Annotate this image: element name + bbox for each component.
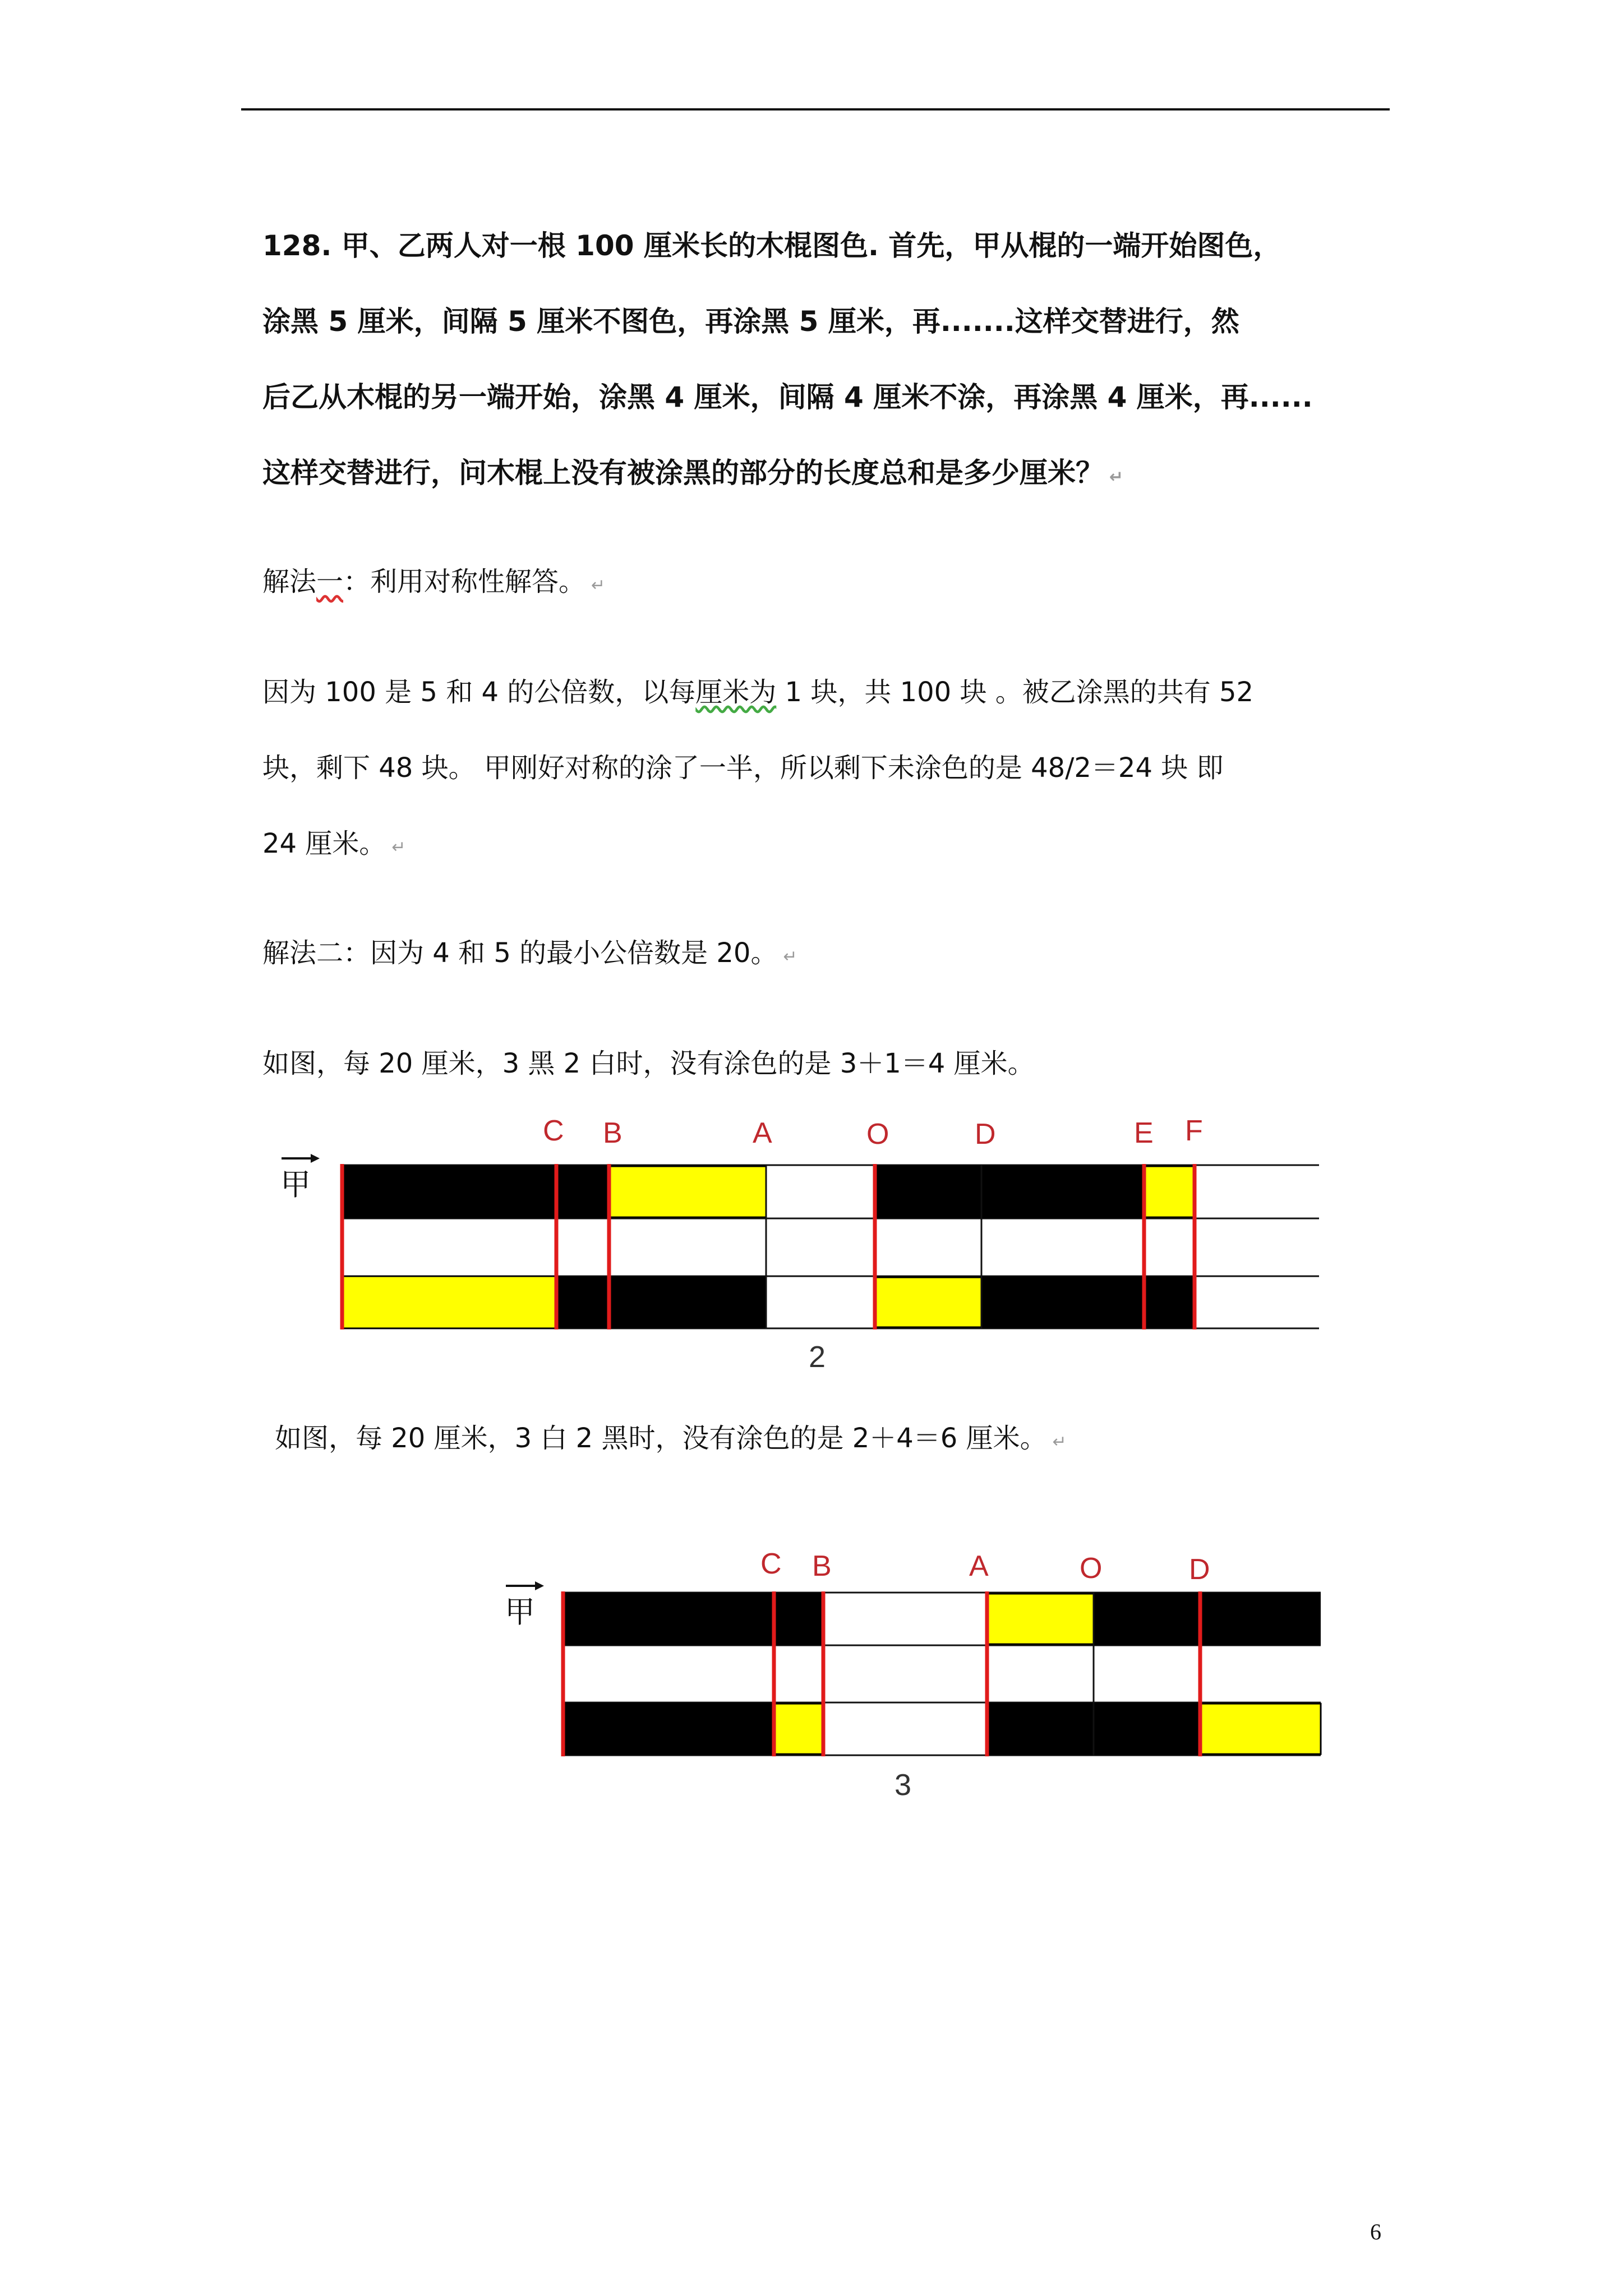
fig2-label-o: O xyxy=(1080,1552,1103,1585)
method2-case2 xyxy=(275,1416,1067,1455)
figure-2 xyxy=(494,1540,1329,1815)
header-rule xyxy=(241,108,1390,111)
paragraph-mark: ↵ xyxy=(783,947,797,967)
problem-line-3: 后乙从木棍的另一端开始，涂黑 4 厘米，间隔 4 厘米不涂，再涂黑 4 厘米，再...... xyxy=(262,381,1313,413)
figure-1-caption: 2 xyxy=(808,1340,826,1374)
method1-line-1b: 厘米为 xyxy=(695,677,777,708)
method1-line-1 xyxy=(262,670,1253,709)
method2-case1: 如图，每 20 厘米，3 黑 2 白时，没有涂色的是 3＋1＝4 厘米。 xyxy=(262,1048,1035,1079)
fig2-label-b: B xyxy=(812,1550,832,1582)
bar1-bottom-yellow-1 xyxy=(342,1276,556,1328)
fig1-label-o: O xyxy=(866,1118,889,1151)
bar1-top-yellow-1 xyxy=(609,1166,766,1217)
fig1-label-d: D xyxy=(975,1118,996,1151)
fig1-label-c: C xyxy=(543,1115,564,1147)
bar2-top-yellow-1 xyxy=(987,1594,1094,1644)
fig1-label-e: E xyxy=(1134,1117,1154,1149)
method1-line-3 xyxy=(262,822,405,861)
jia-arrow-1 xyxy=(282,1154,320,1163)
fig1-label-b: B xyxy=(603,1117,623,1149)
fig2-label-c: C xyxy=(760,1548,782,1580)
bar1-top-black-1 xyxy=(342,1165,556,1218)
method1-title xyxy=(262,560,605,599)
bar1-bottom-black-2 xyxy=(981,1276,1195,1328)
paragraph-mark: ↵ xyxy=(591,576,606,595)
figure-2-caption: 3 xyxy=(894,1768,912,1802)
problem-line-1: 128. 甲、乙两人对一根 100 厘米长的木棍图色. 首先，甲从棍的一端开始图色， xyxy=(262,229,1281,262)
method1-line-2: 块，剩下 48 块。 甲刚好对称的涂了一半，所以剩下未涂色的是 48/2＝24 块 即 xyxy=(262,752,1224,784)
method1-title-c: ：利用对称性解答。 xyxy=(343,566,586,597)
bar1-bottom-yellow-2 xyxy=(875,1277,981,1327)
figure-1 xyxy=(275,1108,1329,1377)
bar1-top-yellow-2 xyxy=(1144,1166,1195,1217)
fig2-label-a: A xyxy=(969,1550,989,1582)
fig1-label-f: F xyxy=(1185,1115,1203,1147)
bar1-top-black-3 xyxy=(875,1165,1144,1218)
method1-line-3-text: 24 厘米。 xyxy=(262,828,386,859)
bar2-bottom-yellow-2 xyxy=(1200,1704,1321,1754)
bar2-bottom-black-1 xyxy=(563,1703,774,1755)
bar2-bottom-yellow-1 xyxy=(774,1704,823,1754)
method1-title-b: 一 xyxy=(316,566,344,597)
fig1-label-a: A xyxy=(753,1117,772,1149)
method1-line-1c: 1 块，共 100 块 。被乙涂黑的共有 52 xyxy=(776,677,1254,708)
paragraph-mark: ↵ xyxy=(1109,467,1124,487)
bar1-bottom-black-1 xyxy=(556,1276,766,1328)
method1-line-1a: 因为 100 是 5 和 4 的公倍数，以每 xyxy=(262,677,696,708)
method1-title-a: 解法 xyxy=(262,566,317,597)
paragraph-mark: ↵ xyxy=(391,838,406,857)
bar2-top-black-2 xyxy=(1094,1593,1321,1645)
page-number: 6 xyxy=(1370,2219,1381,2244)
method2-case2-text: 如图，每 20 厘米，3 白 2 黑时，没有涂色的是 2＋4＝6 厘米。 xyxy=(275,1423,1047,1454)
bar1-top-black-2 xyxy=(556,1165,609,1218)
bar2-top-black-1 xyxy=(563,1593,823,1645)
problem-line-4-text: 这样交替进行，问木棍上没有被涂黑的部分的长度总和是多少厘米？ xyxy=(262,457,1104,489)
jia-label-2: 甲 xyxy=(505,1595,535,1629)
problem-line-4 xyxy=(262,450,1123,491)
jia-label-1: 甲 xyxy=(280,1168,311,1202)
paragraph-mark: ↵ xyxy=(1052,1432,1067,1452)
method2-title xyxy=(262,931,797,970)
method2-title-text: 解法二：因为 4 和 5 的最小公倍数是 20。 xyxy=(262,937,778,969)
fig2-label-d: D xyxy=(1189,1553,1210,1586)
jia-arrow-2 xyxy=(506,1581,544,1590)
problem-line-2: 涂黑 5 厘米，间隔 5 厘米不图色，再涂黑 5 厘米，再.......这样交替进行，然 xyxy=(262,305,1239,338)
